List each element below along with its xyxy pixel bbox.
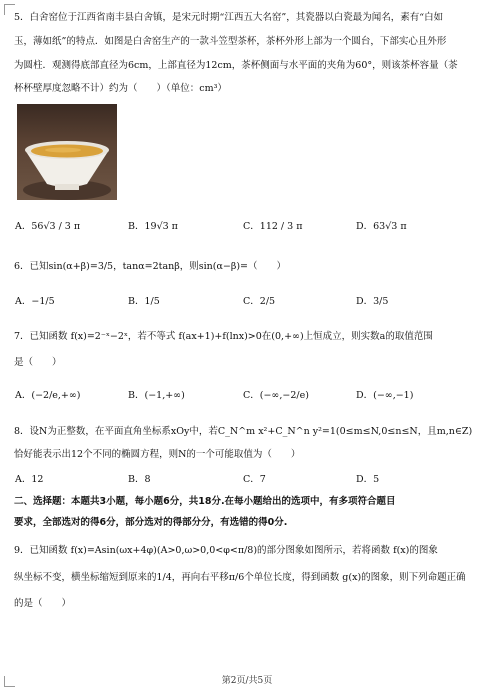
q6-option-b[interactable]: B．1/5 [128,296,160,307]
q8-option-a[interactable]: A．12 [15,474,44,485]
q9-stem-line-2: 纵坐标不变，横坐标缩短到原来的1/4，再向右平移π/6个单位长度，得到函数 g(x)的图象，则下列命题正确 [14,572,466,583]
q8-option-c[interactable]: C．7 [243,474,266,485]
q7-option-a[interactable]: A．(−2/e,+∞) [15,390,81,401]
q7-stem-line-2: 是（ ） [14,357,62,368]
q6-option-a[interactable]: A．−1/5 [15,296,55,307]
q8-option-b[interactable]: B．8 [128,474,151,485]
q8-option-d[interactable]: D．5 [356,474,380,485]
q5-option-b[interactable]: B．19√3 π [128,221,178,232]
section-2-heading-line-2: 要求，全部选对的得6分，部分选对的得部分分，有选错的得0分. [14,517,288,528]
q7-stem-line-1: 7．已知函数 f(x)=2⁻ˣ−2ˣ，若不等式 f(ax+1)+f(lnx)>0在(0,+∞)上恒成立，则实数a的取值范围 [14,331,433,342]
q5-option-a[interactable]: A．56√3 / 3 π [15,221,81,232]
q5-line-2: 玉，薄如纸”的特点．如图是白舍窑生产的一款斗笠型茶杯，茶杯外形上部为一个圆台，下部实心且外形 [14,36,447,47]
q6-option-c[interactable]: C．2/5 [243,296,276,307]
q7-option-b[interactable]: B．(−1,+∞) [128,390,185,401]
q6-stem: 6．已知sin(α+β)=3/5，tanα=2tanβ，则sin(α−β)=（ ） [14,261,286,272]
q7-option-d[interactable]: D．(−∞,−1) [356,390,414,401]
q9-stem-line-1: 9．已知函数 f(x)=Asin(ωx+4φ)(A>0,ω>0,0<φ<π/8)的部分图象如图所示，若将函数 f(x)的图象 [14,545,438,556]
teacup-photo [17,104,117,200]
q6-option-d[interactable]: D．3/5 [356,296,389,307]
q8-stem-line-2: 恰好能表示出12个不同的椭圆方程，则N的一个可能取值为（ ） [14,449,301,460]
q5-line-3: 为圆柱．观测得底部直径为6cm，上部直径为12cm，茶杯侧面与水平面的夹角为60°，则该茶杯容量（茶 [14,60,458,71]
page-footer: 第2页/共5页 [221,676,273,686]
q5-option-c[interactable]: C．112 / 3 π [243,221,303,232]
q5-line-4: 杯杯壁厚度忽略不计）约为（ ）（单位：cm³） [14,83,227,94]
q7-option-c[interactable]: C．(−∞,−2/e) [243,390,309,401]
teacup-illustration [17,104,117,200]
section-2-heading-line-1: 二、选择题：本题共3小题，每小题6分，共18分.在每小题给出的选项中，有多项符合题目 [14,496,396,507]
q5-option-d[interactable]: D．63√3 π [356,221,407,232]
q8-stem-line-1: 8．设N为正整数，在平面直角坐标系xOy中，若C_N^m x²+C_N^n y²=1(0≤m≤N,0≤n≤N，且m,n∈Z) [14,426,473,437]
q9-stem-line-3: 的是（ ） [14,598,72,609]
q5-line-1: 5．白舍窑位于江西省南丰县白舍镇，是宋元时期“江西五大名窑”，其瓷器以白瓷最为闻名，素有“白如 [14,12,444,23]
